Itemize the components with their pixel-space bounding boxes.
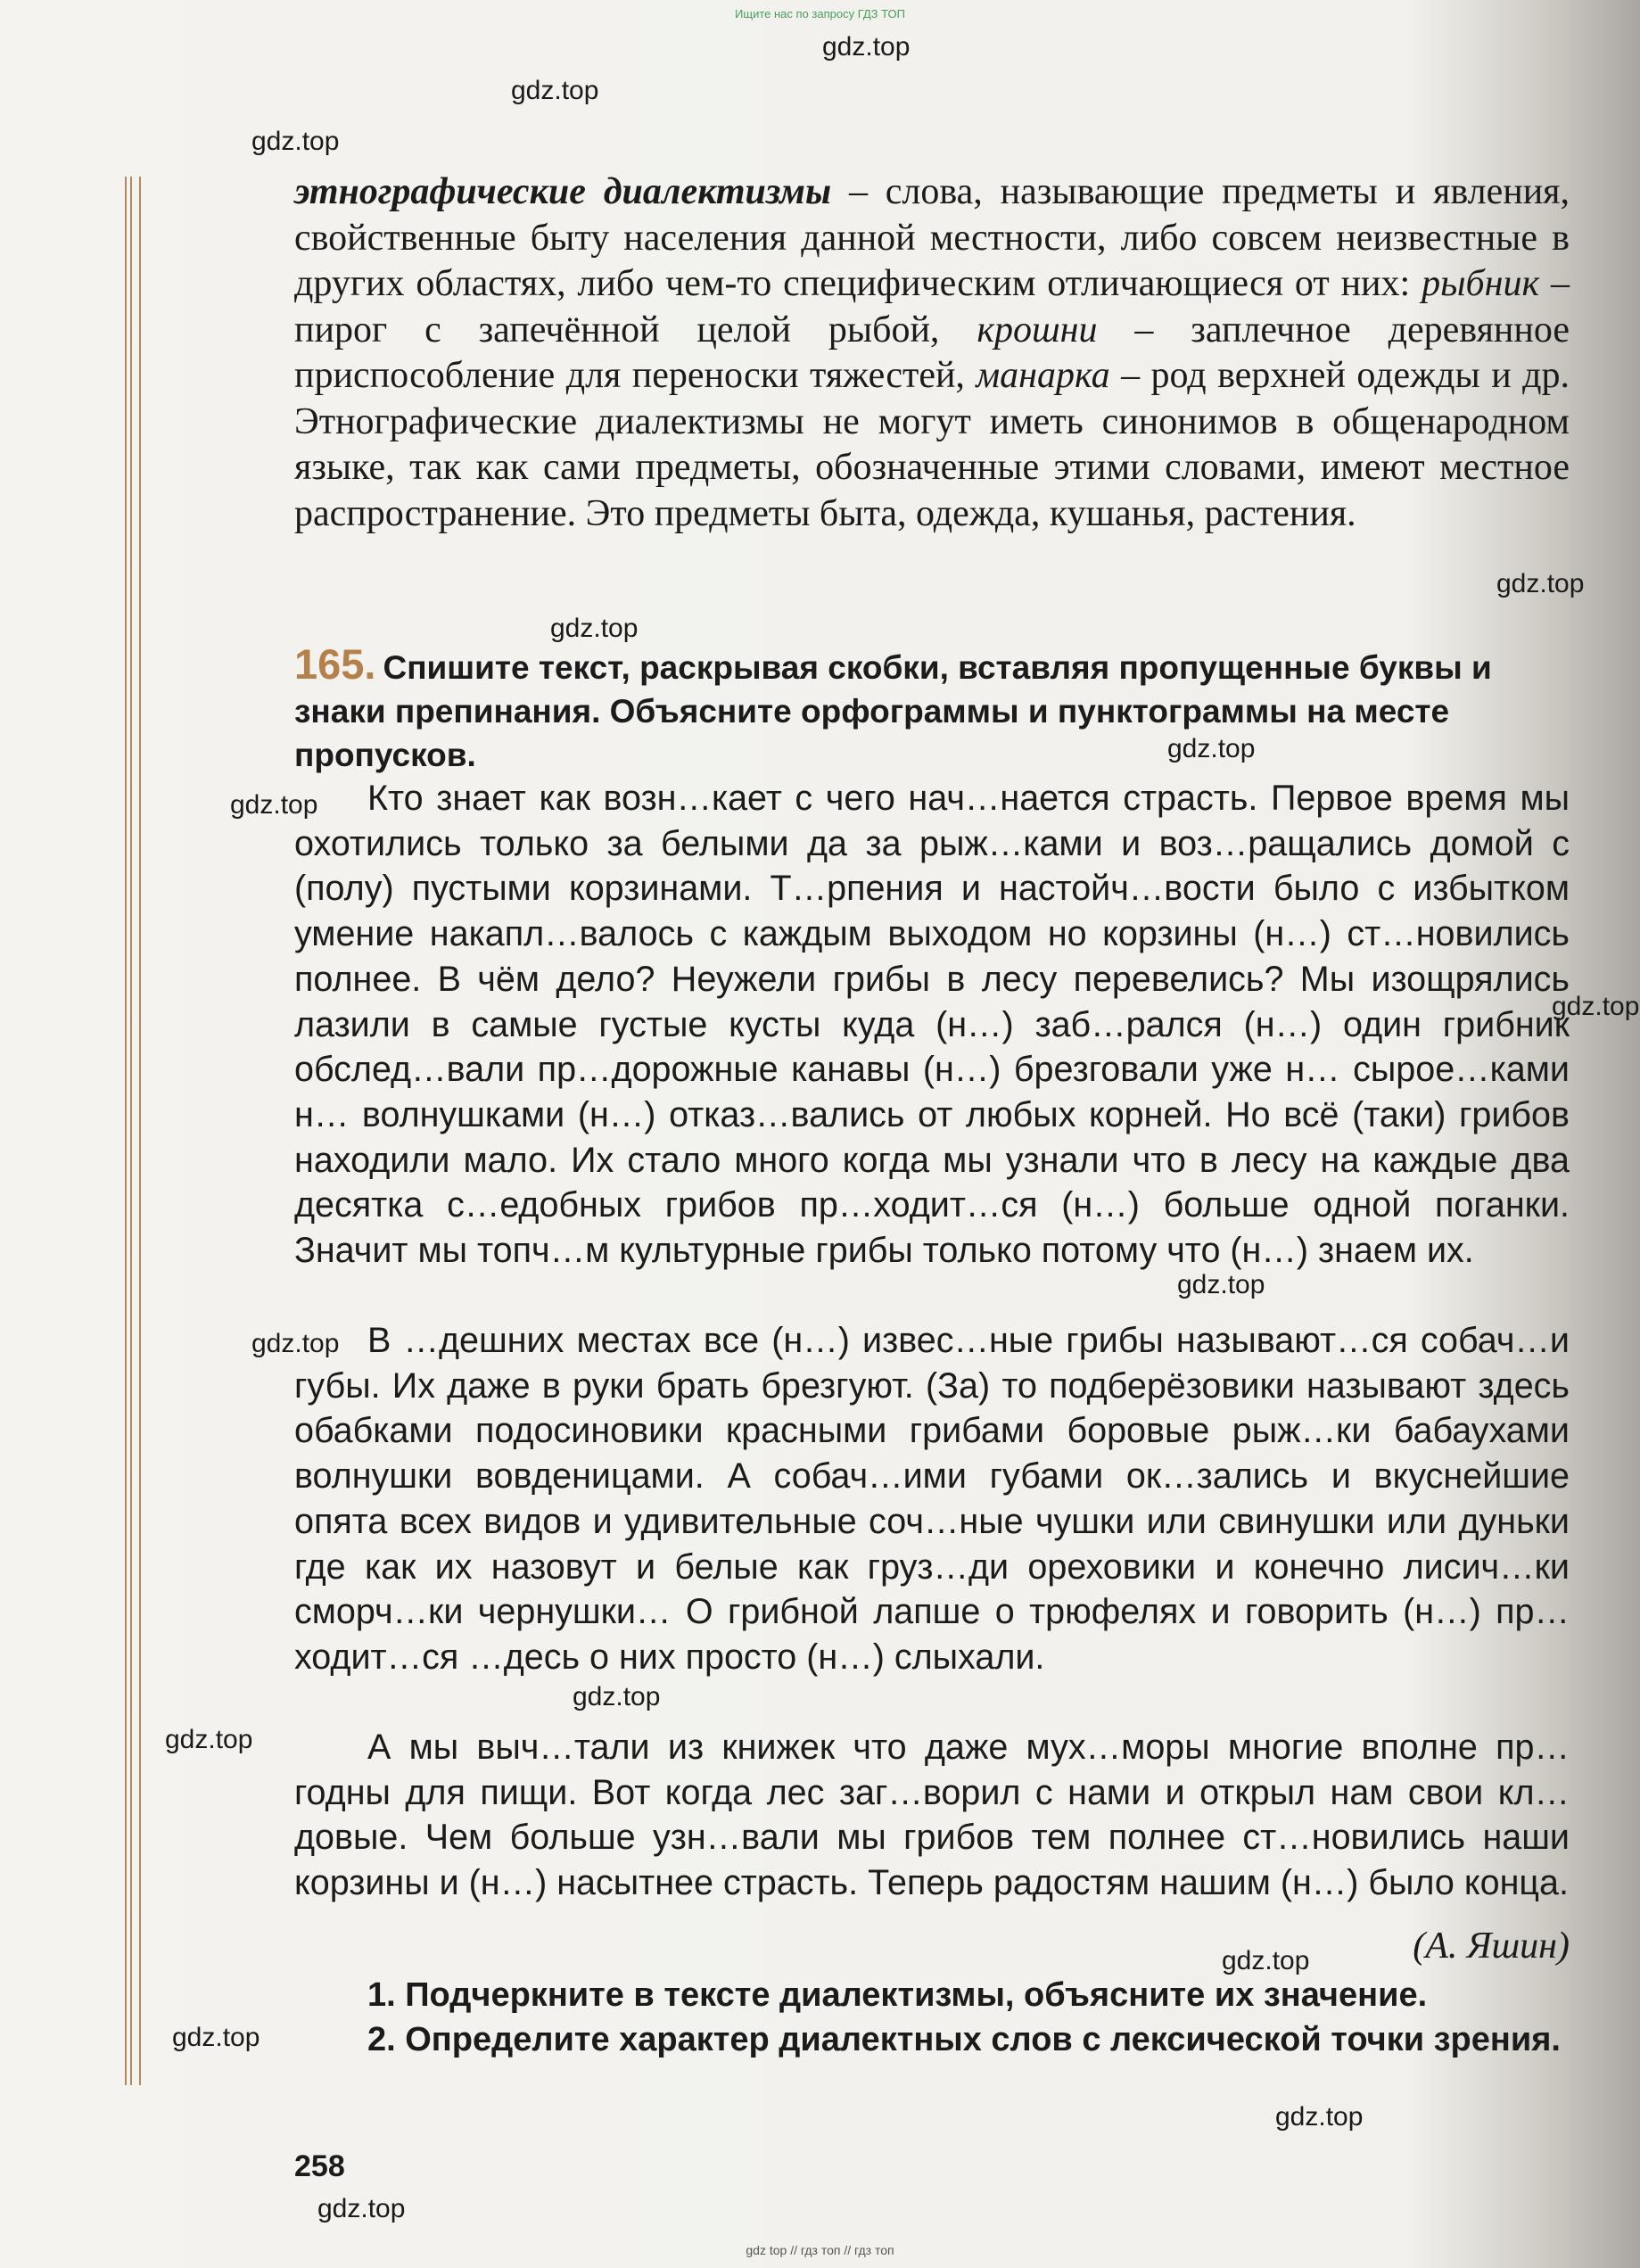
definition-term: этнографические диалектизмы xyxy=(294,171,832,212)
watermark: gdz.top xyxy=(1167,734,1256,763)
paragraph: А мы выч…тали из книжек что даже мух…моры многие вполне пр…годны для пищи. Вот когда лес заг…ворил с нами и открыл нам свои кл…довые. Чем больше узн…вали мы грибов тем полнее ст…новились наши корзины и (н…) насытнее страсть. Теперь радостям нашим (н…) было конца. xyxy=(294,1728,1570,1903)
text-paragraph-1 xyxy=(294,776,1570,1274)
exercise-text: Спишите текст, раскрывая скобки, вставляя пропущенные буквы и знаки препинания. Объясните орфограммы и пунктограммы на месте пропусков. xyxy=(294,649,1492,773)
watermark: gdz.top xyxy=(317,2194,406,2223)
watermark: gdz.top xyxy=(251,1329,340,1358)
top-banner: Ищите нас по запросу ГДЗ ТОП xyxy=(735,7,905,21)
page-number: 258 xyxy=(294,2149,345,2183)
watermark: gdz.top xyxy=(251,127,340,156)
text-paragraph-3 xyxy=(294,1725,1570,1906)
definition-text: – заплечное деревянное приспособление для переноски тяжестей, xyxy=(294,309,1570,396)
paragraph: Кто знает как возн…кает с чего нач…нается страсть. Первое время мы охотились только за белыми да за рыж…ками и воз…ращались домой с (полу) пустыми корзинами. Т…рпения и настойч…вости было с избытком умение накапл…валось с каждым выходом но корзины (н…) ст…новились полнее. В чём дело? Неужели грибы в лесу перевелись? Мы изощрялись лазили в самые густые кусты куда (н…) заб…рался (н…) один грибник обслед…вали пр…дорожные канавы (н…) брезговали уже н… сырое…ками н… волнушками (н…) отказ…вались от любых корней. Но всё (таки) грибов находили мало. Их стало много когда мы узнали что в лесу на каждые два десятка с…едобных грибов пр…ходит…ся (н…) больше одной поганки. Значит мы топч…м культурные грибы только потому что (н…) знаем их. xyxy=(294,779,1570,1271)
text-paragraph-2 xyxy=(294,1318,1570,1680)
task-item: 1. Подчеркните в тексте диалектизмы, объясните их значение. xyxy=(367,1976,1428,2014)
task-item: 2. Определите характер диалектных слов с лексической точки зрения. xyxy=(367,2021,1561,2058)
margin-rule xyxy=(125,177,141,2085)
definition-text: – слова, называющие предметы и явления, свойственные быту населения данной местности, либо совсем неизвестные в других областях, либо чем-то специфическим отличающиеся от них: xyxy=(294,171,1570,304)
watermark: gdz.top xyxy=(1222,1946,1310,1975)
example-word: крошни xyxy=(977,309,1098,351)
watermark: gdz.top xyxy=(230,790,318,820)
exercise-instruction xyxy=(294,642,1570,777)
watermark: gdz.top xyxy=(1177,1270,1265,1299)
watermark: gdz.top xyxy=(511,76,599,105)
paragraph: В …дешних местах все (н…) извес…ные грибы называют…ся собач…и губы. Их даже в руки брать брезгуют. (За) то подберёзовики называют здесь обабками подосиновики красными грибами боровые рыж…ки бабаухами волнушки вовденицами. А собач…ими губами ок…зались и вкуснейшие опята всех видов и удивительные соч…ные чушки или свинушки или дуньки где как их назовут и белые как груз…ди ореховики и конечно лисич…ки сморч…ки чернушки… О грибной лапше о трюфелях и говорить (н…) пр…ходит…ся …десь о них просто (н…) слыхали. xyxy=(294,1321,1570,1677)
watermark: gdz.top xyxy=(822,32,911,62)
watermark: gdz.top xyxy=(172,2023,260,2052)
watermark: gdz.top xyxy=(1275,2102,1364,2132)
tasks-list xyxy=(294,1973,1570,2062)
exercise-number: 165. xyxy=(294,640,376,688)
example-word: рыбник xyxy=(1422,263,1540,304)
example-word: манарка xyxy=(976,355,1110,396)
definition-paragraph xyxy=(294,169,1570,537)
bottom-banner: gdz top // гдз топ // гдз топ xyxy=(746,2243,894,2257)
watermark: gdz.top xyxy=(550,614,639,643)
watermark: gdz.top xyxy=(1496,569,1585,598)
definition-text: – пирог с запечённой целой рыбой, xyxy=(294,263,1570,351)
watermark: gdz.top xyxy=(1552,992,1640,1021)
watermark: gdz.top xyxy=(165,1725,253,1754)
watermark: gdz.top xyxy=(573,1682,661,1711)
definition-text: – род верхней одежды и др. Этнографические диалектизмы не могут иметь синонимов в общенародном языке, так как сами предметы, обозначенные этими словами, имеют местное распространение. Это предметы быта, одежда, кушанья, растения. xyxy=(294,355,1570,534)
author-signature: (А. Яшин) xyxy=(1413,1926,1570,1967)
